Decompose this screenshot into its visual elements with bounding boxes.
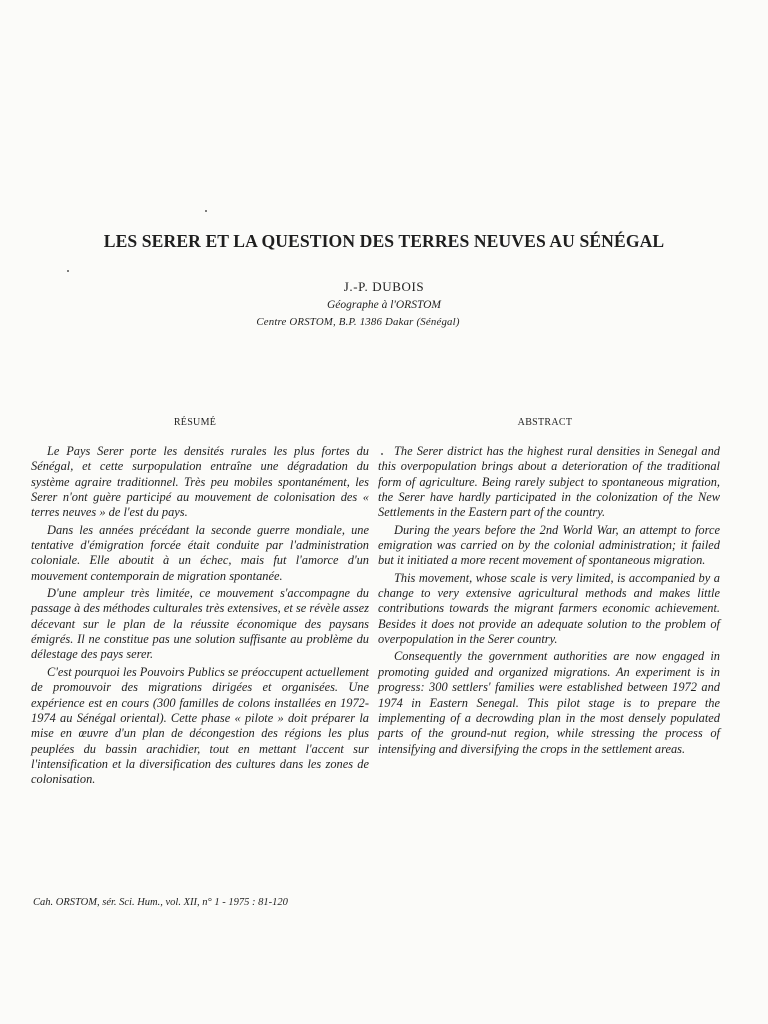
resume-paragraph: Dans les années précédant la seconde guerre mondiale, une tentative d'émigration forcée était conduite par l'administration coloniale. Elle aboutit à un échec, mais fut l'amorce d'un mouvement contemporain de migration spontanée.: [31, 522, 369, 583]
abstract-heading: ABSTRACT: [517, 417, 573, 428]
author-address: Centre ORSTOM, B.P. 1386 Dakar (Sénégal): [256, 316, 460, 328]
journal-citation: Cah. ORSTOM, sér. Sci. Hum., vol. XII, n° 1 - 1975 : 81-120: [33, 897, 288, 908]
abstract-paragraph: During the years before the 2nd World War, an attempt to force emigration was carried on by the colonial administration; it failed but it initiated a more recent movement of spontaneous migration.: [378, 522, 720, 568]
author-name: J.-P. DUBOIS: [343, 279, 425, 294]
abstract-paragraph: Consequently the government authorities are now engaged in promoting guided and organized migrations. An experiment is in progress: 300 settlers' families were established between 1972 and 1974 in Eastern Senegal. This pilot stage is to prepare the implementing of a decrowding plan in the most densely populated parts of the ground-nut region, while stressing the process of intensifying and diversifying the crops in the settlement areas.: [378, 649, 720, 756]
resume-paragraph: D'une ampleur très limitée, ce mouvement s'accompagne du passage à des méthodes culturales très extensives, et se révèle assez décevant sur le plan de la réussite économique des paysans émigrés. Il ne constitue pas une solution suffisante au problème du délestage des pays serer.: [31, 586, 369, 662]
resume-heading: RÉSUMÉ: [173, 417, 217, 428]
resume-paragraph: C'est pourquoi les Pouvoirs Publics se préoccupent actuellement de promouvoir des migrations dirigées et organisées. Une expérience est en cours (300 familles de colons installées en 1972-1974 au Sénégal oriental). Cette phase « pilote » doit préparer la mise en œuvre d'un plan de décongestion des régions les plus peuplées du bassin arachidier, tout en mettant l'accent sur l'intensification et la diversification des cultures dans les zones de colonisation.: [31, 664, 369, 787]
speck-mark: [205, 210, 207, 212]
abstract-paragraph: This movement, whose scale is very limited, is accompanied by a change to very extensive agricultural methods and makes little contributions towards the migrant farmers economic achievement. Besides it does not provide an adequate solution to the problem of overpopulation in the Serer country.: [378, 570, 720, 647]
abstract-paragraph: The Serer district has the highest rural densities in Senegal and this overpopulation brings about a deterioration of the traditional form of agriculture. Being rarely subject to spontaneous migration, the Serer have hardly participated in the colonization of the New Settlements in the Eastern part of the country.: [378, 444, 720, 520]
abstract-column: [378, 444, 720, 759]
resume-paragraph: Le Pays Serer porte les densités rurales les plus fortes du Sénégal, et cette surpopulation entraîne une dégradation du système agraire traditionnel. Très peu mobiles spontanément, les Serer n'ont guère participé au mouvement de colonisation des « terres neuves » de l'est du pays.: [31, 444, 369, 520]
resume-column: [31, 444, 369, 790]
author-affiliation: Géographe à l'ORSTOM: [326, 299, 442, 311]
speck-mark: [67, 270, 69, 272]
article-title: LES SERER ET LA QUESTION DES TERRES NEUVES AU SÉNÉGAL: [103, 231, 665, 251]
